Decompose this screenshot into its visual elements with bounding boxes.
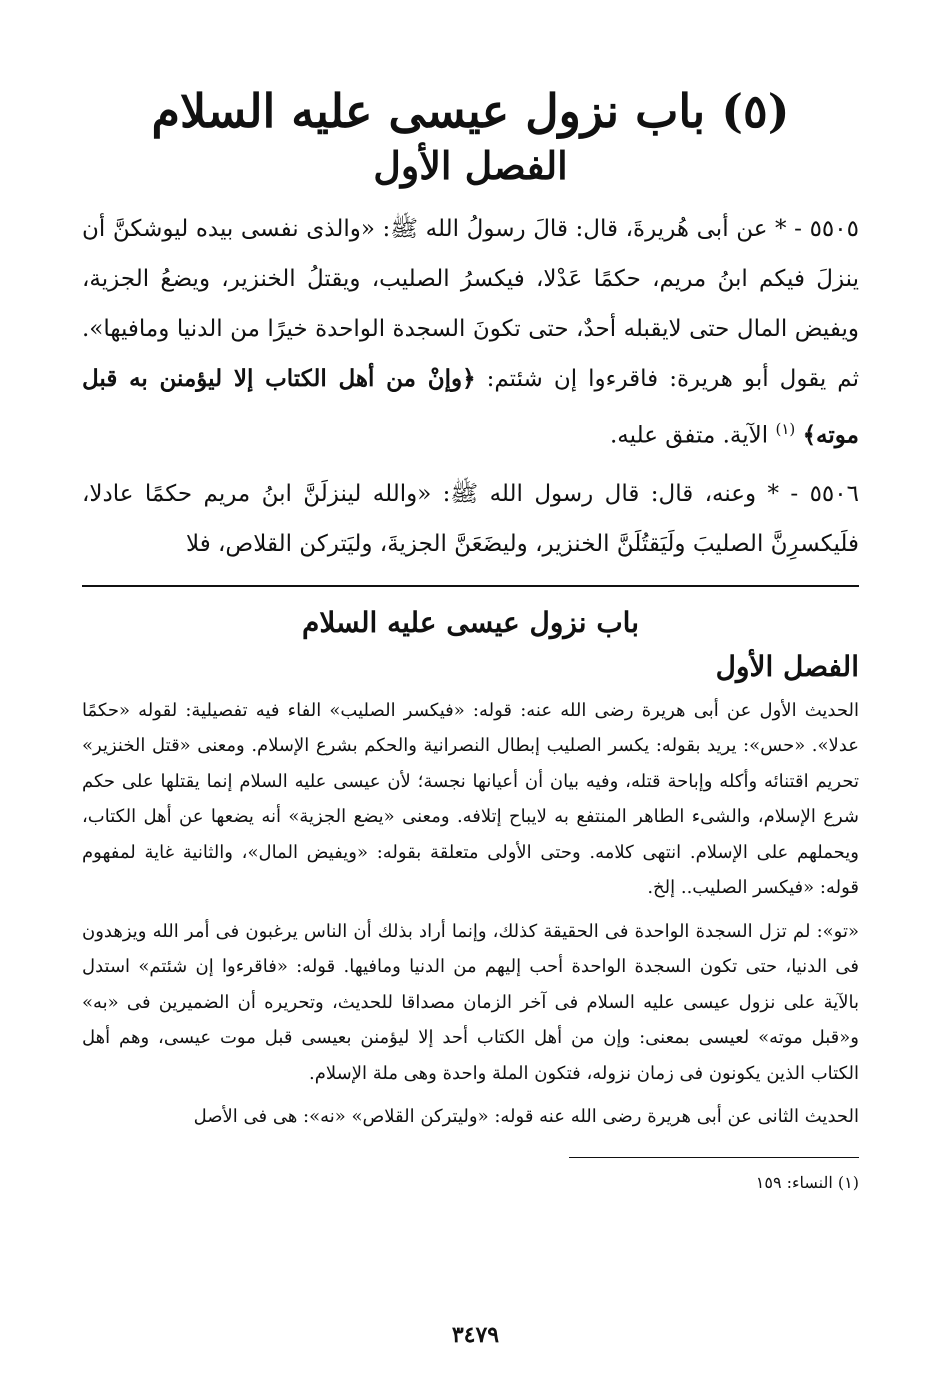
chapter-title: (٥) باب نزول عيسى عليه السلام	[151, 84, 790, 138]
hadith-tail: الآية. متفق عليه.	[610, 422, 776, 449]
section-subtitle: الفصل الأول	[373, 143, 568, 188]
commentary-title: باب نزول عيسى عليه السلام	[301, 605, 640, 639]
commentary-paragraph: الحديث الثانى عن أبى هريرة رضى الله عنه قوله: «وليتركن القلاص» «نه»: هى فى الأصل	[193, 1106, 859, 1128]
hadith-5506: ٥٥٠٦ - * وعنه، قال: قال رسول الله ﷺ: «والله لينزلَنَّ ابنُ مريم حكمًا عادلا، فلَيكسرِنَّ الصليبَ ولَيَقتُلَنَّ الخنزير، وليضَعَنَّ الجزيةَ، وليَتركن القلاص، فلا	[82, 480, 859, 557]
footnote-marker: (١)	[775, 420, 796, 438]
commentary-paragraph: «تو»: لم تزل السجدة الواحدة فى الحقيقة كذلك، وإنما أراد بذلك أن الناس يرغبون فى أمر الله ويزهدون فى الدنيا، حتى تكون السجدة الواحدة أحب إليهم من الدنيا ومافيها. قوله: «فاقرءوا إن شئتم» استدل بالآية على نزول عيسى عليه السلام فى آخر الزمان مصداقا للحديث، وتحريره أن الضميرين فى «به» و«قبل موته» لعيسى بمعنى: وإن من أهل الكتاب أحد إلا ليؤمنن بعيسى قبل موت عيسى، وهم أهل الكتاب الذين يكونون فى زمان نزوله، فتكون الملة واحدة وهى ملة الإسلام.	[82, 920, 859, 1084]
commentary-divider	[82, 585, 859, 587]
hadith-5505	[82, 204, 859, 461]
footnote-divider	[569, 1157, 859, 1158]
footnote: (١) النساء: ١٥٩	[755, 1172, 859, 1192]
page-number: ٣٤٧٩	[451, 1322, 500, 1348]
quran-verse: ﴿وإنْ من أهل الكتاب إلا ليؤمنن به قبل موته﴾	[82, 365, 859, 449]
hadith-text: ٥٥٠٥ - * عن أبى هُريرةَ، قال: قالَ رسولُ الله ﷺ: «والذى نفسى بيده ليوشكنَّ أن ينزلَ فيكم ابنُ مريم، حكمًا عَدْلا، فيكسرُ الصليب، ويقتلُ الخنزير، ويضعُ الجزية، ويفيض المال حتى لايقبله أحدٌ، حتى تكونَ السجدة الواحدة خيرًا من الدنيا ومافيها». ثم يقول أبو هريرة: فاقرءوا إن شئتم:	[82, 216, 859, 392]
commentary-paragraph: الحديث الأول عن أبى هريرة رضى الله عنه: قوله: «فيكسر الصليب» الفاء فيه تفصيلية: لقوله «حكمًا عدلا». «حس»: يريد بقوله: يكسر الصليب إبطال النصرانية والحكم بشرع الإسلام. ومعنى «قتل الخنزير» تحريم اقتنائه وأكله وإباحة قتله، وفيه بيان أن أعيانها نجسة؛ لأن عيسى عليه السلام إنما يقتلها على حكم شرع الإسلام، والشىء الطاهر المنتفع به لايباح إتلافه. ومعنى «يضع الجزية» أنه يضعها عن أهل الكتاب، ويحملهم على الإسلام. انتهى كلامه. وحتى الأولى متعلقة بقوله: «ويفيض المال»، والثانية غاية لمفهوم قوله: «فيكسر الصليب.. إلخ.	[82, 699, 860, 899]
commentary-subtitle: الفصل الأول	[715, 649, 859, 683]
